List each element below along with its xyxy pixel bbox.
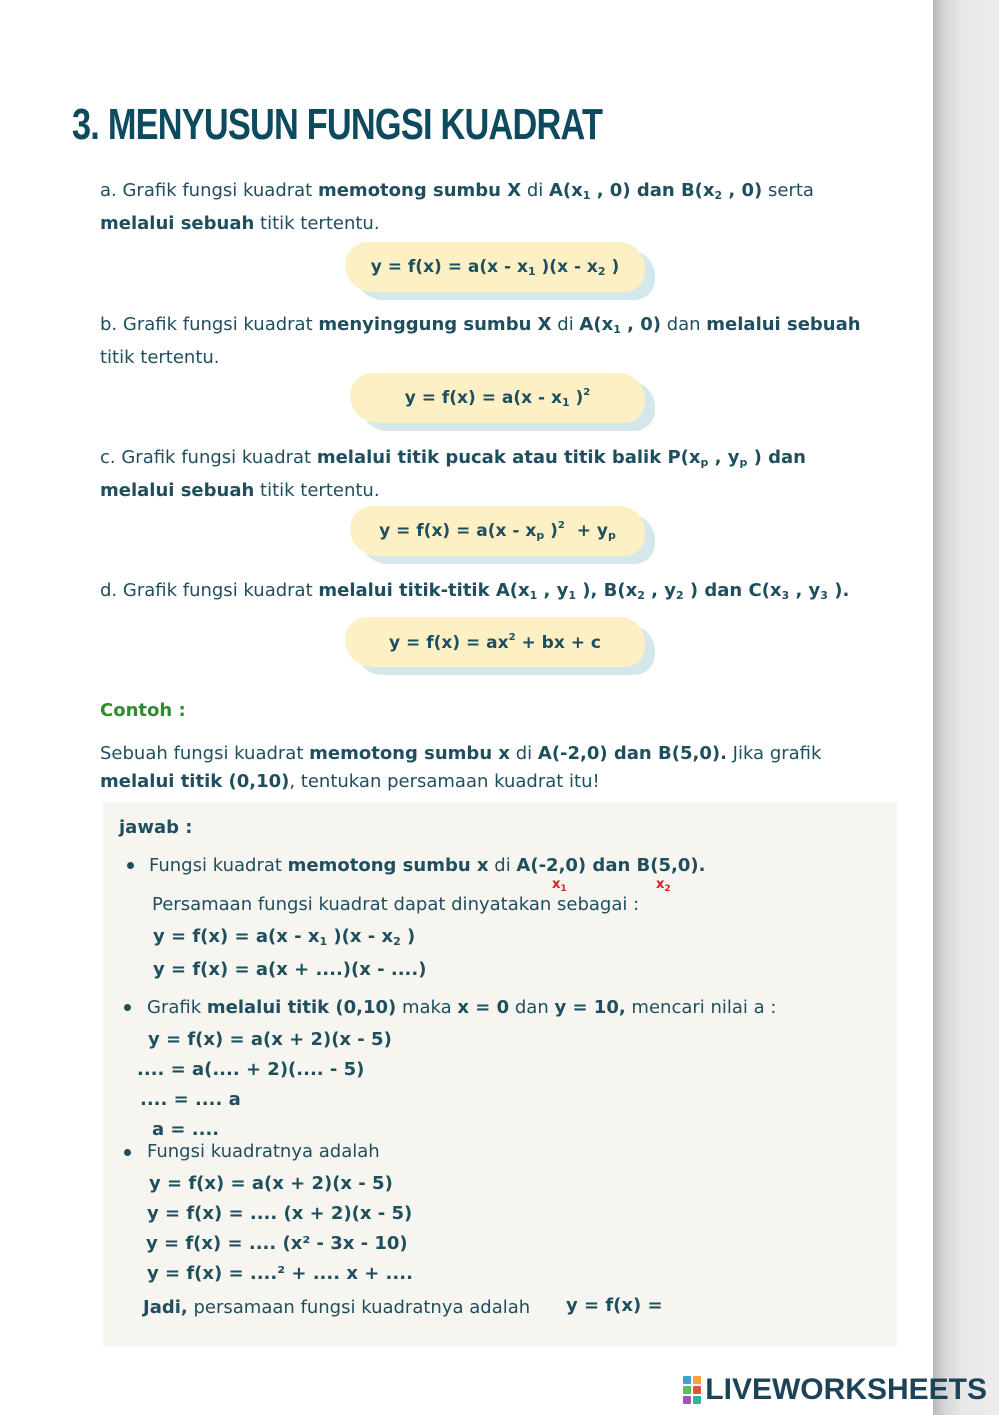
example-label: Contoh : [100,700,186,721]
equation-8: y = f(x) = .... (x + 2)(x - 5) [147,1203,413,1224]
conclusion-jadi: Jadi, [143,1297,188,1318]
equation-4: .... = a(.... + 2)(.... - 5) [137,1059,365,1080]
formula-a-text: $y = f(x) = a(x - x_1$ )($x - x_2$ ) [370,256,620,278]
label-x2: $x_2$ [656,877,671,894]
label-x1: $x_1$ [552,877,567,894]
equation-1: $y = f(x) = a(x - x_1$ )($x - x_2$ ) [153,926,416,948]
formula-c [350,506,645,556]
equation-6: a = .... [152,1119,220,1140]
formula-c-text: $y = f(x) = a(x - x_p$ )$^2 + y_p$ [379,520,616,542]
equation-5: .... = .... a [140,1089,241,1110]
section-a-text: a. Grafik fungsi kuadrat memotong sumbu X di $A(x_1$ , 0) dan $B(x_2$ , 0) serta melalui sebuah titik tertentu. [100,180,814,234]
formula-d-text: $y = f(x) = ax^2$ + bx + c [389,631,601,653]
bullet-2: Grafik melalui titik (0,10) maka x = 0 dan y = 10, mencari nilai a : [147,997,777,1018]
liveworksheets-logo [683,1373,987,1407]
page-title: 3. MENYUSUN FUNGSI KUADRAT [72,100,603,149]
bullet-dot [124,1149,131,1156]
section-c-text: c. Grafik fungsi kuadrat melalui titik pucak atau titik balik $P(x_p$ , $y_p$ ) dan melalui sebuah titik tertentu. [100,447,806,501]
equation-7: y = f(x) = a(x + 2)(x - 5) [149,1173,393,1194]
section-d-text: d. Grafik fungsi kuadrat melalui titik-titik $A(x_1$ , $y_1$ ), $B(x_2$ , $y_2$ ) dan $C(x_3$ , $y_3$ ). [100,580,850,602]
bullet-dot [124,1004,131,1011]
conclusion-text: persamaan fungsi kuadratnya adalah [193,1297,531,1318]
bullet-dot [127,862,134,869]
formula-d [345,617,645,667]
formula-b-text: $y = f(x) = a(x - x_1$ )$^2$ [404,387,591,409]
equation-10: y = f(x) = ....² + .... x + .... [147,1263,413,1284]
final-answer-label: y = f(x) = [566,1295,663,1316]
formula-b [350,373,645,423]
equation-3: y = f(x) = a(x + 2)(x - 5) [148,1029,392,1050]
equation-2: y = f(x) = a(x + ....)(x - ....) [153,959,427,980]
logo-mark-icon [683,1376,701,1404]
formula-a [345,242,645,292]
bullet-3: Fungsi kuadratnya adalah [147,1141,380,1162]
bullet-1: Fungsi kuadrat memotong sumbu x di A(-2,0) dan B(5,0). [149,855,706,876]
persamaan-line: Persamaan fungsi kuadrat dapat dinyatakan sebagai : [152,894,640,915]
conclusion [143,1296,530,1320]
equation-9: y = f(x) = .... (x² - 3x - 10) [146,1233,408,1254]
page-edge-shadow [933,0,999,1415]
section-b-text: b. Grafik fungsi kuadrat menyinggung sumbu X di $A(x_1$ , 0) dan melalui sebuah titik tertentu. [100,314,861,368]
brand-name: LIVEWORKSHEETS [705,1373,987,1406]
answer-label: jawab : [119,817,193,838]
example-question: Sebuah fungsi kuadrat memotong sumbu x di A(-2,0) dan B(5,0). Jika grafik melalui titik (0,10), tentukan persamaan kuadrat itu! [100,743,822,792]
